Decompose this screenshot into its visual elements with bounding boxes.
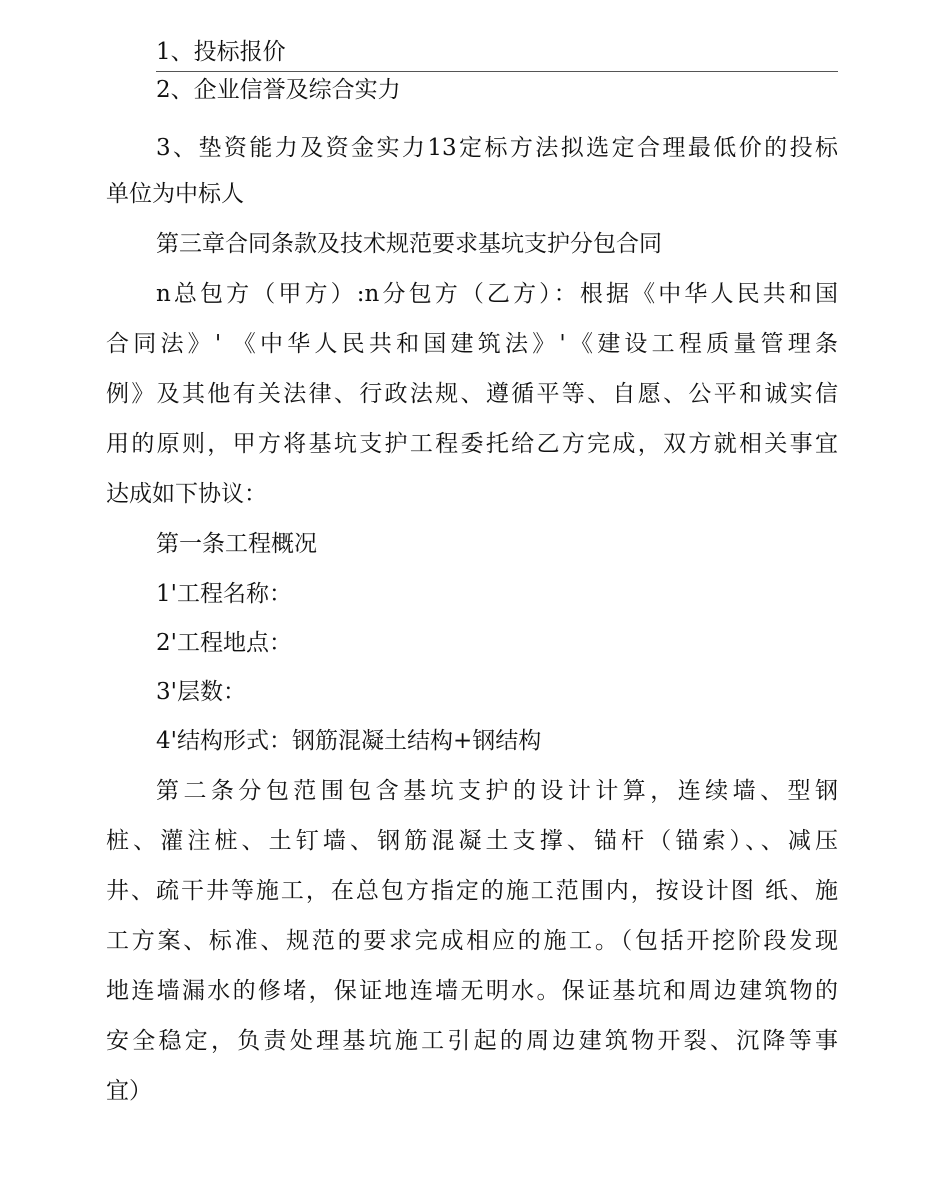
preamble-line-1: n总包方（甲方）:n分包方（乙方）：根据《中华人民共和国 [156, 281, 838, 307]
article-2-line-6: 安全稳定，负责处理基坑施工引起的周边建筑物开裂、沉降等事 [106, 1028, 838, 1054]
document-page [106, 36, 838, 1107]
preamble-line-4: 用的原则，甲方将基坑支护工程委托给乙方完成，双方就相关事宜 [106, 431, 838, 457]
article-2-line-1: 第二条分包范围包含基坑支护的设计计算，连续墙、型钢 [156, 778, 838, 804]
article-2-line-4: 工方案、标准、规范的要求完成相应的施工。（包括开挖阶段发现 [106, 928, 838, 954]
article-2-line-2: 桩、灌注桩、土钉墙、钢筋混凝土支撑、锚杆（锚索）、、减压 [106, 828, 838, 854]
chapter-title: 第三章合同条款及技术规范要求基坑支护分包合同 [156, 231, 662, 257]
list-item-funding-line-1: 3、垫资能力及资金实力13定标方法拟选定合理最低价的投标 [156, 135, 838, 161]
preamble-line-2: 合同法》' 《中华人民共和国建筑法》'《建设工程质量管理条 [106, 331, 838, 357]
article-1-title: 第一条工程概况 [156, 531, 317, 557]
divider-line [156, 71, 838, 72]
preamble-line-5: 达成如下协议： [106, 481, 267, 507]
list-item-bid-price: 1、投标报价 [156, 39, 286, 65]
field-floors: 3'层数： [156, 679, 246, 705]
article-2-line-7: 宜） [106, 1078, 152, 1104]
preamble-line-3: 例》及其他有关法律、行政法规、遵循平等、自愿、公平和诚实信 [106, 381, 838, 407]
field-project-name: 1'工程名称： [156, 581, 292, 607]
article-2-line-3: 井、疏干井等施工，在总包方指定的施工范围内，按设计图 纸、施 [106, 878, 838, 904]
list-item-funding-line-2: 单位为中标人 [106, 181, 244, 207]
field-structure-type: 4'结构形式：钢筋混凝土结构+钢结构 [156, 728, 542, 754]
field-project-location: 2'工程地点： [156, 630, 292, 656]
article-2-line-5: 地连墙漏水的修堵，保证地连墙无明水。保证基坑和周边建筑物的 [106, 978, 838, 1004]
list-item-reputation: 2、企业信誉及综合实力 [156, 77, 401, 103]
